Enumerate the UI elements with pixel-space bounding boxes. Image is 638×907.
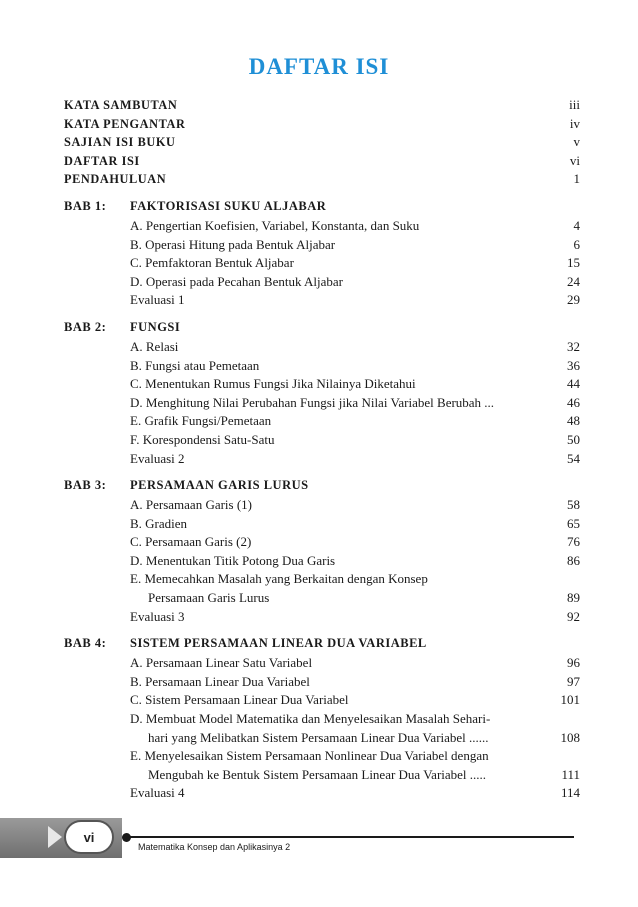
entry-page-number: v bbox=[544, 133, 580, 152]
chapter-number: BAB 4: bbox=[64, 636, 107, 651]
entry-label: A. Relasi bbox=[130, 338, 179, 354]
entry-page-number: 48 bbox=[544, 412, 580, 431]
chapter-title: FAKTORISASI SUKU ALJABAR bbox=[130, 198, 327, 213]
entry-label: hari yang Melibatkan Sistem Persamaan Linear Dua Variabel ...... bbox=[148, 729, 489, 745]
toc-section-entry[interactable] bbox=[130, 691, 580, 710]
entry-label: DAFTAR ISI bbox=[64, 153, 140, 168]
entry-page-number: iv bbox=[544, 115, 580, 134]
toc-front-entry[interactable] bbox=[64, 152, 580, 171]
chapter-title: SISTEM PERSAMAAN LINEAR DUA VARIABEL bbox=[130, 636, 427, 651]
toc-section-entry[interactable] bbox=[130, 375, 580, 394]
toc-section-entry[interactable] bbox=[130, 236, 580, 255]
entry-page-number: 50 bbox=[544, 431, 580, 450]
entry-page-number: 97 bbox=[544, 673, 580, 692]
entry-label: D. Operasi pada Pecahan Bentuk Aljabar bbox=[130, 273, 343, 289]
toc-section-entry[interactable] bbox=[130, 273, 580, 292]
toc-section-entry[interactable] bbox=[130, 552, 580, 571]
entry-page-number: 1 bbox=[544, 170, 580, 189]
entry-label: Persamaan Garis Lurus bbox=[148, 590, 270, 606]
entry-label: Evaluasi 1 bbox=[130, 292, 185, 308]
chapter-number: BAB 2: bbox=[64, 319, 107, 334]
toc-section-entry[interactable] bbox=[148, 766, 580, 785]
arrow-icon bbox=[48, 826, 62, 848]
chapter-heading[interactable] bbox=[64, 195, 580, 217]
toc-section-entry[interactable] bbox=[130, 654, 580, 673]
entry-page-number: 15 bbox=[544, 254, 580, 273]
toc-section-entry[interactable] bbox=[130, 338, 580, 357]
chapter-title: FUNGSI bbox=[130, 319, 181, 334]
book-title: Matematika Konsep dan Aplikasinya 2 bbox=[138, 842, 291, 852]
entry-label: E. Grafik Fungsi/Pemetaan bbox=[130, 413, 272, 429]
toc-section-entry[interactable] bbox=[130, 254, 580, 273]
table-of-contents bbox=[64, 96, 580, 803]
entry-label: A. Persamaan Linear Satu Variabel bbox=[130, 655, 313, 671]
toc-section-entry[interactable] bbox=[130, 747, 580, 766]
toc-section-entry[interactable] bbox=[148, 729, 580, 748]
toc-section-entry[interactable] bbox=[130, 784, 580, 803]
entry-label: B. Fungsi atau Pemetaan bbox=[130, 357, 260, 373]
entry-page-number: 44 bbox=[544, 375, 580, 394]
toc-section-entry[interactable] bbox=[148, 589, 580, 608]
entry-page-number: iii bbox=[544, 96, 580, 115]
entry-label: E. Memecahkan Masalah yang Berkaitan dengan Konsep bbox=[130, 571, 428, 587]
entry-label: F. Korespondensi Satu-Satu bbox=[130, 431, 275, 447]
entry-page-number: 92 bbox=[544, 608, 580, 627]
chapter-heading[interactable] bbox=[64, 632, 580, 654]
entry-label: C. Persamaan Garis (2) bbox=[130, 534, 252, 550]
page-title: DAFTAR ISI bbox=[248, 54, 390, 79]
toc-section-entry[interactable] bbox=[130, 570, 580, 589]
entry-page-number: 114 bbox=[544, 784, 580, 803]
entry-label: E. Menyelesaikan Sistem Persamaan Nonlinear Dua Variabel dengan bbox=[130, 748, 489, 764]
entry-label: PENDAHULUAN bbox=[64, 172, 167, 187]
entry-label: D. Membuat Model Matematika dan Menyelesaikan Masalah Sehari- bbox=[130, 711, 491, 727]
toc-section-entry[interactable] bbox=[130, 515, 580, 534]
entry-page-number: 29 bbox=[544, 291, 580, 310]
entry-label: D. Menentukan Titik Potong Dua Garis bbox=[130, 552, 336, 568]
entry-label: KATA PENGANTAR bbox=[64, 116, 186, 131]
toc-section-entry[interactable] bbox=[130, 431, 580, 450]
toc-section-entry[interactable] bbox=[130, 710, 580, 729]
page-number: vi bbox=[83, 829, 95, 845]
entry-page-number: 32 bbox=[544, 338, 580, 357]
toc-front-entry[interactable] bbox=[64, 96, 580, 115]
entry-page-number: 6 bbox=[544, 236, 580, 255]
toc-section-entry[interactable] bbox=[130, 496, 580, 515]
toc-section-entry[interactable] bbox=[130, 412, 580, 431]
entry-label: C. Menentukan Rumus Fungsi Jika Nilainya Diketahui bbox=[130, 376, 416, 392]
entry-page-number: 101 bbox=[544, 691, 580, 710]
chapter-number: BAB 3: bbox=[64, 478, 107, 493]
entry-page-number: 65 bbox=[544, 515, 580, 534]
toc-front-entry[interactable] bbox=[64, 170, 580, 189]
entry-page-number: 58 bbox=[544, 496, 580, 515]
entry-label: Evaluasi 2 bbox=[130, 450, 185, 466]
chapter-title: PERSAMAAN GARIS LURUS bbox=[130, 478, 309, 493]
entry-label: A. Pengertian Koefisien, Variabel, Konstanta, dan Suku bbox=[130, 217, 420, 233]
toc-front-entry[interactable] bbox=[64, 133, 580, 152]
entry-label: SAJIAN ISI BUKU bbox=[64, 135, 176, 150]
entry-page-number: 36 bbox=[544, 357, 580, 376]
entry-label: B. Operasi Hitung pada Bentuk Aljabar bbox=[130, 236, 336, 252]
entry-label: B. Persamaan Linear Dua Variabel bbox=[130, 673, 310, 689]
chapter-number: BAB 1: bbox=[64, 198, 107, 213]
toc-section-entry[interactable] bbox=[130, 673, 580, 692]
toc-section-entry[interactable] bbox=[130, 217, 580, 236]
toc-section-entry[interactable] bbox=[130, 608, 580, 627]
chapter-heading[interactable] bbox=[64, 474, 580, 496]
toc-section-entry[interactable] bbox=[130, 357, 580, 376]
entry-label: KATA SAMBUTAN bbox=[64, 98, 178, 112]
entry-label: Mengubah ke Bentuk Sistem Persamaan Linear Dua Variabel ..... bbox=[148, 766, 487, 782]
page-number-badge bbox=[64, 820, 114, 854]
entry-page-number: 96 bbox=[544, 654, 580, 673]
entry-page-number: 4 bbox=[544, 217, 580, 236]
entry-page-number: 89 bbox=[544, 589, 580, 608]
entry-label: C. Pemfaktoran Bentuk Aljabar bbox=[130, 255, 294, 271]
chapter-heading[interactable] bbox=[64, 316, 580, 338]
entry-page-number: 108 bbox=[544, 729, 580, 748]
entry-page-number: 46 bbox=[544, 394, 580, 413]
entry-page-number: 76 bbox=[544, 533, 580, 552]
footer-divider bbox=[130, 836, 574, 838]
toc-front-entry[interactable] bbox=[64, 115, 580, 134]
entry-label: Evaluasi 3 bbox=[130, 608, 185, 624]
entry-page-number: 54 bbox=[544, 450, 580, 469]
entry-label: B. Gradien bbox=[130, 515, 188, 531]
toc-section-entry[interactable] bbox=[130, 291, 580, 310]
entry-page-number: 111 bbox=[544, 766, 580, 785]
entry-label: A. Persamaan Garis (1) bbox=[130, 497, 253, 513]
entry-page-number: vi bbox=[544, 152, 580, 171]
entry-label: C. Sistem Persamaan Linear Dua Variabel bbox=[130, 692, 349, 708]
entry-page-number: 24 bbox=[544, 273, 580, 292]
entry-label: Evaluasi 4 bbox=[130, 785, 185, 801]
toc-section-entry[interactable] bbox=[130, 533, 580, 552]
toc-section-entry[interactable] bbox=[130, 450, 580, 469]
entry-page-number: 86 bbox=[544, 552, 580, 571]
toc-section-entry[interactable] bbox=[130, 394, 580, 413]
entry-label: D. Menghitung Nilai Perubahan Fungsi jika Nilai Variabel Berubah ... bbox=[130, 394, 495, 410]
